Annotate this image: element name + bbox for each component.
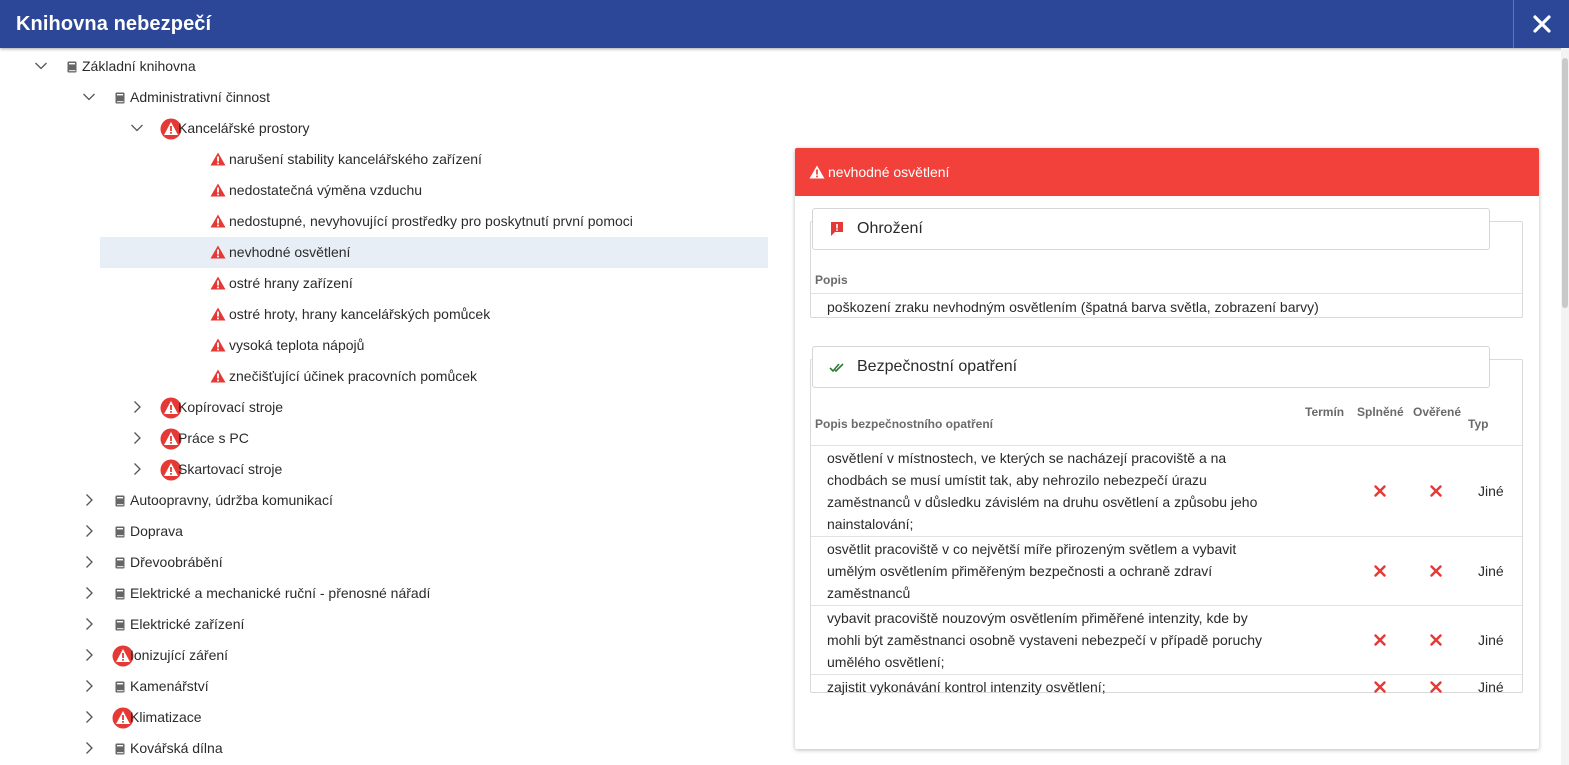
chevron-right-icon[interactable]	[82, 617, 96, 631]
measures-card	[810, 359, 1523, 693]
hazard-tree	[0, 48, 780, 765]
tree-node-label: znečišťující účinek pracovních pomůcek	[229, 368, 478, 384]
tree-node-label: Základní knihovna	[82, 58, 196, 74]
threat-card-heading	[812, 208, 1490, 250]
tree-node-label: Administrativní činnost	[130, 89, 271, 105]
hazard-detail-panel	[795, 148, 1539, 749]
warning-icon	[210, 245, 226, 259]
tree-node-label: nedostupné, nevyhovující prostředky pro poskytnutí první pomoci	[229, 213, 633, 229]
tree-node-label: Doprava	[130, 523, 183, 539]
not-done-x-icon	[1374, 565, 1386, 577]
tree-scrollbar[interactable]	[1561, 48, 1569, 765]
tree-leaf-hazard[interactable]	[100, 330, 768, 361]
not-verified-x-icon	[1430, 565, 1442, 577]
warning-icon	[210, 369, 226, 383]
chevron-right-icon[interactable]	[130, 400, 144, 414]
measures-col-verified: Ověřené	[1413, 405, 1462, 419]
tree-node-label: Kancelářské prostory	[178, 120, 310, 136]
chevron-right-icon[interactable]	[82, 679, 96, 693]
book-icon	[115, 619, 125, 631]
alert-flag-icon	[829, 221, 845, 237]
tree-leaf-hazard[interactable]	[100, 268, 768, 299]
tree-node-group[interactable]	[0, 578, 768, 609]
measure-description: vybavit pracoviště nouzovým osvětlením přiměřené intenzity, kde by mohli být zaměstnanci osobně vystaveni nebezpečí v případě poruchy umělého osvětlení;	[827, 610, 1263, 670]
warning-icon	[210, 214, 226, 228]
book-icon	[115, 92, 125, 104]
dialog-title: Knihovna nebezpečí	[16, 12, 212, 35]
tree-node-label: nedostatečná výměna vzduchu	[229, 182, 423, 198]
chevron-right-icon[interactable]	[130, 431, 144, 445]
tree-node-label: Kopírovací stroje	[178, 399, 284, 415]
tree-node-subgroup[interactable]	[0, 423, 768, 454]
close-button[interactable]	[1513, 0, 1569, 48]
measure-description: osvětlení v místnostech, ve kterých se nacházejí pracoviště a na chodbách se musí umístit tak, aby nehrozilo nebezpečí úrazu zaměstnanců v důsledku závislém na druhu osvětlení a způsobu jeho nainstalování;	[827, 450, 1258, 532]
not-verified-x-icon	[1430, 634, 1442, 646]
tree-node-label: Ionizující záření	[130, 647, 229, 663]
measures-heading: Bezpečnostní opatření	[857, 358, 1018, 375]
tree-node-label: nevhodné osvětlení	[229, 244, 351, 260]
tree-node-root[interactable]	[0, 51, 768, 82]
book-icon	[115, 526, 125, 538]
tree-node-label: ostré hroty, hrany kancelářských pomůcek	[229, 306, 491, 322]
tree-node-label: Dřevoobrábění	[130, 554, 223, 570]
tree-node-group[interactable]	[0, 547, 768, 578]
measure-type: Jiné	[1478, 563, 1504, 579]
measure-description: osvětlit pracoviště v co největší míře přirozeným světlem a vybavit umělým osvětlením přiměřeným bezpečnosti a ochraně zdraví zaměstnanců	[827, 541, 1237, 601]
tree-node-label: Elektrické a mechanické ruční - přenosné nářadí	[130, 585, 431, 601]
tree-leaf-hazard[interactable]	[100, 361, 768, 392]
book-icon	[67, 61, 77, 73]
measures-col-type: Typ	[1468, 417, 1489, 431]
chevron-right-icon[interactable]	[82, 555, 96, 569]
book-icon	[115, 681, 125, 693]
chevron-down-icon[interactable]	[34, 59, 48, 73]
tree-node-group[interactable]	[0, 702, 768, 733]
not-done-x-icon	[1374, 634, 1386, 646]
tree-node-label: Klimatizace	[130, 709, 202, 725]
tree-node-group[interactable]	[0, 609, 768, 640]
book-icon	[115, 588, 125, 600]
warning-icon	[210, 307, 226, 321]
tree-node-label: Autoopravny, údržba komunikací	[130, 492, 333, 508]
chevron-right-icon[interactable]	[82, 586, 96, 600]
tree-node-group[interactable]	[0, 640, 768, 671]
tree-node-label: Skartovací stroje	[178, 461, 283, 477]
tree-node-group[interactable]	[0, 485, 768, 516]
chevron-right-icon[interactable]	[130, 462, 144, 476]
not-verified-x-icon	[1430, 681, 1442, 693]
warning-icon	[210, 183, 226, 197]
warning-icon	[210, 152, 226, 166]
threat-heading: Ohrožení	[857, 220, 923, 237]
chevron-right-icon[interactable]	[82, 710, 96, 724]
tree-node-label: Kovářská dílna	[130, 740, 223, 756]
tree-node-label: Elektrické zařízení	[130, 616, 245, 632]
tree-leaf-hazard-selected[interactable]	[100, 237, 768, 268]
chevron-down-icon[interactable]	[82, 90, 96, 104]
not-verified-x-icon	[1430, 485, 1442, 497]
double-check-icon	[829, 359, 845, 375]
tree-node-group[interactable]	[0, 671, 768, 702]
hazard-detail-title: nevhodné osvětlení	[828, 164, 950, 180]
measure-description: zajistit vykonávání kontrol intenzity osvětlení;	[827, 679, 1106, 695]
tree-node-label: Práce s PC	[178, 430, 249, 446]
measures-col-done: Splněné	[1357, 405, 1404, 419]
chevron-down-icon[interactable]	[130, 121, 144, 135]
threat-popis-header: Popis	[815, 273, 848, 287]
tree-leaf-hazard[interactable]	[100, 144, 768, 175]
chevron-right-icon[interactable]	[82, 741, 96, 755]
tree-node-label: vysoká teplota nápojů	[229, 337, 365, 353]
chevron-right-icon[interactable]	[82, 493, 96, 507]
tree-node-label: narušení stability kancelářského zařízení	[229, 151, 482, 167]
tree-leaf-hazard[interactable]	[100, 299, 768, 330]
measure-type: Jiné	[1478, 679, 1504, 695]
tree-node-label: Kamenářství	[130, 678, 209, 694]
chevron-right-icon[interactable]	[82, 648, 96, 662]
tree-node-label: ostré hrany zařízení	[229, 275, 353, 291]
threat-description: poškození zraku nevhodným osvětlením (špatná barva světla, zobrazení barvy)	[827, 299, 1319, 315]
book-icon	[115, 495, 125, 507]
tree-node-group[interactable]	[0, 733, 768, 764]
dialog-titlebar	[0, 0, 1569, 48]
measure-type: Jiné	[1478, 483, 1504, 499]
measures-col-desc: Popis bezpečnostního opatření	[815, 417, 994, 431]
book-icon	[115, 743, 125, 755]
close-icon	[1533, 15, 1551, 33]
hazard-detail-header	[795, 148, 1539, 196]
tree-node-admin[interactable]	[0, 82, 768, 113]
measures-card-heading	[812, 346, 1490, 388]
warning-icon	[210, 338, 226, 352]
chevron-right-icon[interactable]	[82, 524, 96, 538]
warning-icon	[809, 165, 825, 179]
tree-node-subgroup[interactable]	[0, 392, 768, 423]
book-icon	[115, 557, 125, 569]
tree-node-office[interactable]	[0, 113, 768, 144]
tree-leaf-hazard[interactable]	[100, 175, 768, 206]
warning-icon	[210, 276, 226, 290]
tree-node-subgroup[interactable]	[0, 454, 768, 485]
not-done-x-icon	[1374, 485, 1386, 497]
tree-leaf-hazard[interactable]	[100, 206, 768, 237]
measures-col-term: Termín	[1305, 405, 1345, 419]
tree-node-group[interactable]	[0, 516, 768, 547]
measure-type: Jiné	[1478, 632, 1504, 648]
not-done-x-icon	[1374, 681, 1386, 693]
